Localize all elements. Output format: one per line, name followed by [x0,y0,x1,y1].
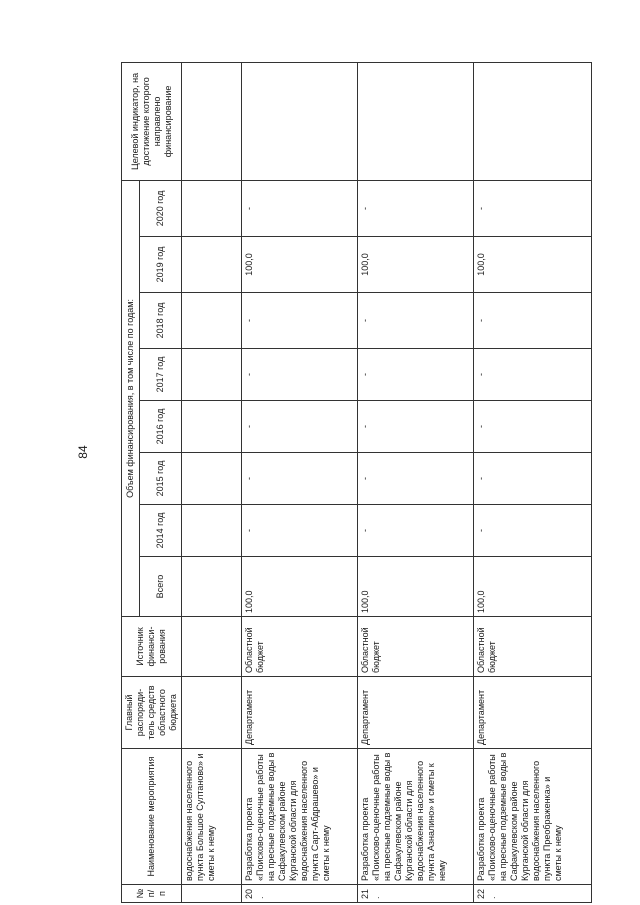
empty-cell [182,237,242,293]
row-year-value: - [242,401,358,453]
header-year: 2015 год [139,453,181,505]
row-source: Областной бюджет [242,617,358,677]
row-year-value: - [474,180,592,236]
header-total: Всего [139,557,181,617]
row-year-value: - [474,505,592,557]
header-year: 2018 год [139,293,181,349]
row-year-value: - [358,453,474,505]
header-indicator: Целевой индикатор, на достижение которого направлено финансирование [122,62,182,180]
continuation-num [182,885,242,903]
empty-cell [182,62,242,180]
row-source: Областной бюджет [474,617,592,677]
row-total: 100,0 [242,557,358,617]
empty-cell [182,349,242,401]
row-name: Разработка проекта «Поисково-оценочные работы на пресные подземные воды в Сафакулевском районе Курганской области для водоснабжения населенного пункта Азналино» и сметы к нему [358,749,474,885]
row-year-value: - [474,453,592,505]
row-name: Разработка проекта «Поисково-оценочные работы на пресные подземные воды в Сафакулевском районе Курганской области для водоснабжения населенного пункта Сарт-Абдрашево» и сметы к нему [242,749,358,885]
row-manager: Департамент [242,677,358,749]
row-year-value: - [242,180,358,236]
row-year-value: - [358,401,474,453]
header-row-1 [122,62,140,902]
header-year: 2016 год [139,401,181,453]
empty-cell [182,293,242,349]
financing-table [121,62,592,903]
page-number: 84 [76,445,90,459]
empty-cell [182,617,242,677]
row-num: 20. [242,885,358,903]
row-year-value: - [358,505,474,557]
table-row [358,62,474,902]
continuation-name: водоснабжения населенного пункта Большое Султаново» и сметы к нему [182,749,242,885]
row-name: Разработка проекта «Поисково-оценочные работы на пресные подземные воды в Сафакулевском районе Курганской области для водоснабжения населенного пункта Преображенка» и сметы к нему [474,749,592,885]
row-year-value: - [474,349,592,401]
row-year-value: 100,0 [358,237,474,293]
header-manager: Главный распоряди-тель средств областного бюджета [122,677,182,749]
row-total: 100,0 [474,557,592,617]
row-total: 100,0 [358,557,474,617]
row-year-value: 100,0 [474,237,592,293]
row-indicator [242,62,358,180]
row-year-value: - [474,401,592,453]
header-volume: Объем финансирования, в том числе по годам: [122,180,140,616]
row-num: 22. [474,885,592,903]
empty-cell [182,453,242,505]
header-year: 2014 год [139,505,181,557]
header-num: № п/п [122,885,182,903]
row-year-value: - [242,293,358,349]
row-year-value: - [474,293,592,349]
header-year: 2019 год [139,237,181,293]
row-year-value: - [242,453,358,505]
table-stage [121,63,581,903]
row-manager: Департамент [474,677,592,749]
row-num: 21. [358,885,474,903]
header-year: 2017 год [139,349,181,401]
rotated-table-wrapper [121,63,581,903]
empty-cell [182,557,242,617]
header-name: Наименование мероприятия [122,749,182,885]
table-row [242,62,358,902]
row-manager: Департамент [358,677,474,749]
row-year-value: - [358,180,474,236]
row-indicator [358,62,474,180]
row-indicator [474,62,592,180]
row-year-value: 100,0 [242,237,358,293]
empty-cell [182,677,242,749]
row-year-value: - [358,349,474,401]
row-source: Областной бюджет [358,617,474,677]
table-row [474,62,592,902]
empty-cell [182,180,242,236]
row-year-value: - [242,349,358,401]
continuation-row [182,62,242,902]
header-source: Источник финанси-рования [122,617,182,677]
empty-cell [182,505,242,557]
header-year: 2020 год [139,180,181,236]
row-year-value: - [358,293,474,349]
empty-cell [182,401,242,453]
row-year-value: - [242,505,358,557]
